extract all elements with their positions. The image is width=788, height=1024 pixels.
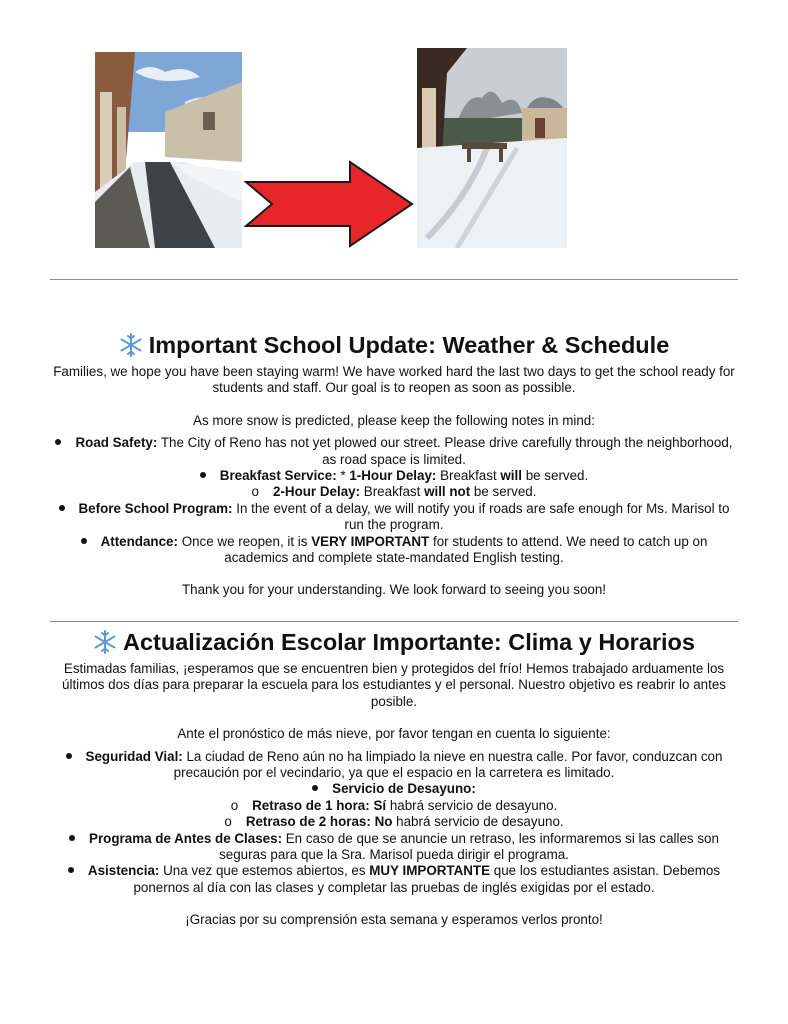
bullet-icon xyxy=(68,867,74,873)
list-item: Attendance: Once we reopen, it is VERY IMPORTANT for students to attend. We need to catch up on academics and complete state-mandated English testing. xyxy=(48,534,740,567)
english-notes-list xyxy=(48,435,740,566)
bullet-icon xyxy=(69,835,75,841)
english-lead: As more snow is predicted, please keep the following notes in mind: xyxy=(193,412,595,428)
bullet-icon xyxy=(66,753,72,759)
photo-after-snowy-courtyard xyxy=(417,48,567,248)
snowflake-icon xyxy=(119,333,143,364)
english-title: Important School Update: Weather & Schedule xyxy=(48,330,740,364)
list-item: o 2-Hour Delay: Breakfast will not be served. xyxy=(251,484,537,500)
bullet-icon xyxy=(59,505,65,511)
section-spanish xyxy=(48,627,740,929)
list-item: Asistencia: Una vez que estemos abiertos, es MUY IMPORTANTE que los estudiantes asistan. Debemos ponernos al día con las clases y completar las pruebas de inglés exigidas por el estado. xyxy=(48,863,740,896)
photo-before-snowy-walkway xyxy=(95,52,242,248)
list-item: Road Safety: The City of Reno has not yet plowed our street. Please drive carefully through the neighborhood, as road space is limited. xyxy=(48,435,740,468)
list-item: Programa de Antes de Clases: En caso de que se anuncie un retraso, les informaremos si las calles son seguras para que la Sra. Marisol pueda dirigir el programa. xyxy=(48,831,740,864)
snowflake-icon xyxy=(93,630,117,661)
list-item: Breakfast Service: * 1-Hour Delay: Breakfast will be served. xyxy=(48,468,740,484)
bullet-icon xyxy=(55,439,61,445)
section-english xyxy=(48,330,740,599)
sub-bullet-marker: o xyxy=(224,814,232,830)
english-intro: Families, we hope you have been staying warm! We have worked hard the last two days to get the school ready for students and staff. Our goal is to reopen as soon as possible. xyxy=(53,364,735,396)
spanish-notes-list xyxy=(48,749,740,897)
sub-bullet-marker: o xyxy=(251,484,259,500)
red-arrow-right-icon xyxy=(244,160,414,250)
spanish-closing: ¡Gracias por su comprensión esta semana y esperamos verlos pronto! xyxy=(185,912,603,928)
spanish-title: Actualización Escolar Importante: Clima y Horarios xyxy=(48,627,740,661)
divider-top xyxy=(50,279,738,280)
english-closing: Thank you for your understanding. We look forward to seeing you soon! xyxy=(181,582,607,598)
list-item: Before School Program: In the event of a delay, we will notify you if roads are safe enough for Ms. Marisol to run the program. xyxy=(48,501,740,534)
list-item: Servicio de Desayuno: xyxy=(48,781,740,797)
list-item: Seguridad Vial: La ciudad de Reno aún no ha limpiado la nieve en nuestra calle. Por favor, conduzcan con precaución por el vecindario, ya que el espacio en la carretera es limitado. xyxy=(48,749,740,782)
list-item: o Retraso de 2 horas: No habrá servicio de desayuno. xyxy=(224,814,564,830)
bullet-icon xyxy=(81,538,87,544)
spanish-intro: Estimadas familias, ¡esperamos que se encuentren bien y protegidos del frío! Hemos trabajado arduamente los últimos dos días para preparar la escuela para los estudiantes y el personal. Nuestro objetivo es reabrir lo antes posible. xyxy=(62,661,726,709)
bullet-icon xyxy=(312,785,318,791)
sub-bullet-marker: o xyxy=(230,797,239,813)
spanish-lead: Ante el pronóstico de más nieve, por favor tengan en cuenta lo siguiente: xyxy=(177,726,611,742)
list-item: o Retraso de 1 hora: Sí habrá servicio de desayuno. xyxy=(230,797,558,813)
bullet-icon xyxy=(200,472,206,478)
divider-middle xyxy=(50,621,738,622)
